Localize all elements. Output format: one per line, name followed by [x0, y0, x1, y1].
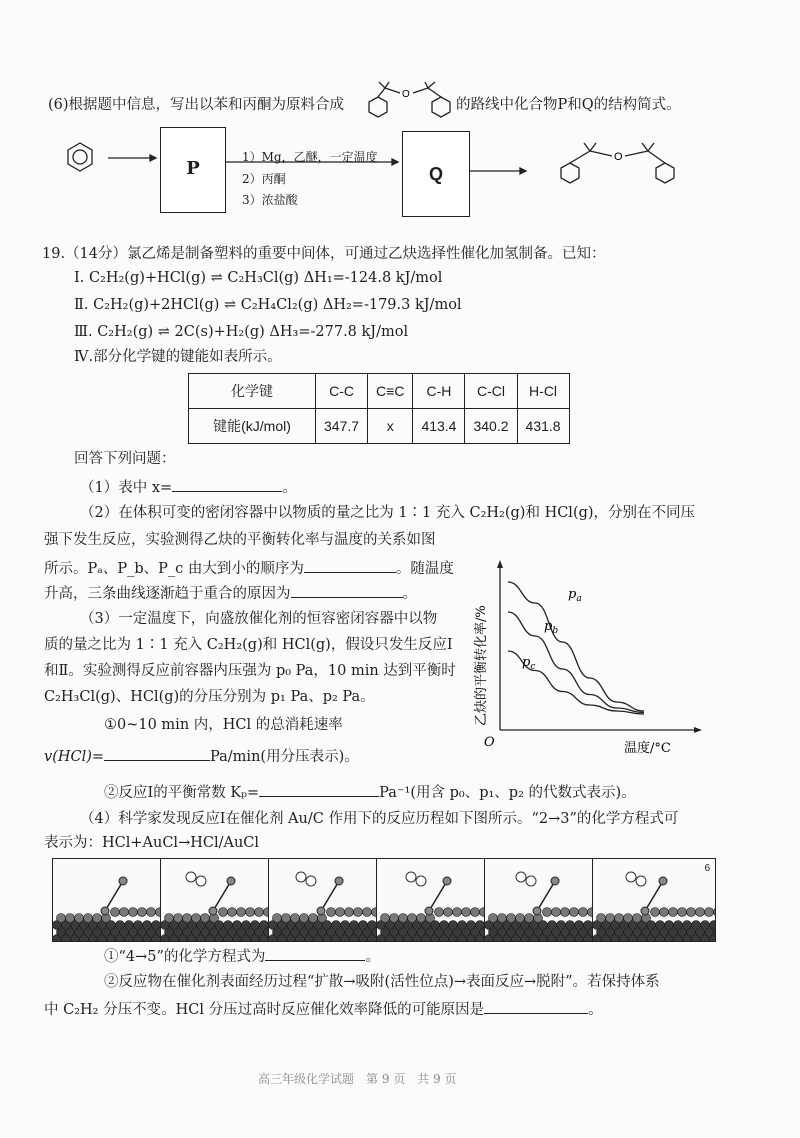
catalyst-atom	[354, 908, 363, 917]
catalyst-atom	[525, 914, 534, 923]
series-label-pc: $p_c$	[522, 655, 536, 672]
catalyst-atom	[345, 908, 354, 917]
molecule-atom	[425, 907, 433, 915]
table-cell: 化学键	[189, 374, 316, 409]
pathway-frame	[592, 858, 716, 942]
part-3-sub-1: ①0~10 min 内，HCl 的总消耗速率	[104, 717, 343, 733]
reaction-3: Ⅲ. C₂H₂(g) ⇌ 2C(s)+H₂(g) ΔH₃=-277.8 kJ/mol	[74, 324, 409, 340]
catalyst-atom	[453, 908, 462, 917]
part-4-sub-1	[104, 946, 380, 966]
svg-text:O: O	[402, 89, 410, 100]
adsorbed-bond	[213, 881, 231, 911]
catalyst-atom	[381, 914, 390, 923]
catalyst-atom	[467, 921, 476, 930]
step-1: 1）Mg，乙醚，一定温度	[242, 150, 378, 164]
y-axis-arrow	[497, 560, 503, 568]
catalyst-atom	[552, 908, 561, 917]
y-axis-label: 乙炔的平衡转化率/%	[474, 605, 489, 726]
gas-molecule-atom	[296, 872, 306, 882]
molecule-atom	[119, 877, 127, 885]
synthesis-route	[50, 128, 710, 218]
catalyst-atom	[93, 914, 102, 923]
catalyst-atom	[224, 921, 233, 930]
catalyst-atom	[597, 914, 606, 923]
part-4-sub-2-line-2a: 中 C₂H₂ 分压不变。HCl 分压过高时反应催化效率降低的可能原因是	[44, 1002, 485, 1018]
answer-blank-order[interactable]	[304, 558, 396, 573]
catalyst-atom	[201, 914, 210, 923]
adsorbed-bond	[105, 881, 123, 911]
catalyst-atom	[242, 921, 251, 930]
conversion-temperature-chart	[468, 560, 704, 760]
kp-unit: Pa⁻¹(用含 p₀、p₁、p₂ 的代数式表示)。	[379, 785, 636, 801]
bond-energy-table	[188, 373, 570, 444]
table-header-row	[189, 374, 570, 409]
catalyst-atom	[440, 921, 449, 930]
catalyst-atom	[116, 921, 125, 930]
svg-text:O: O	[614, 151, 623, 163]
pathway-frame	[376, 858, 500, 942]
catalyst-atom	[138, 908, 147, 917]
molecule-atom	[101, 907, 109, 915]
catalyst-atom	[548, 921, 557, 930]
step-2: 2）丙酮	[242, 172, 286, 186]
origin-label: O	[484, 735, 495, 750]
part-3-line-3: 和Ⅱ。实验测得反应前容器内压强为 p₀ Pa，10 min 达到平衡时	[44, 663, 456, 679]
gas-molecule-atom	[306, 876, 316, 886]
catalyst-atom	[233, 921, 242, 930]
q6-text: (6)根据题中信息，写出以苯和丙酮为原料合成	[48, 97, 345, 113]
catalyst-atom	[246, 908, 255, 917]
catalyst-atom	[633, 914, 642, 923]
gas-molecule-atom	[516, 872, 526, 882]
answer-blank-cause[interactable]	[484, 999, 588, 1014]
catalyst-atom	[665, 921, 674, 930]
part-3-rate	[44, 746, 359, 766]
catalyst-atom	[714, 908, 716, 917]
catalyst-atom	[606, 914, 615, 923]
page-footer: 高三年级化学试题 第 9 页 共 9 页	[258, 1072, 457, 1086]
table-cell: x	[368, 409, 413, 444]
catalyst-atom	[390, 914, 399, 923]
target-product-structure	[355, 80, 461, 126]
pathway-frame	[52, 858, 176, 942]
catalyst-atom	[624, 914, 633, 923]
part-4-line-1: （4）科学家发现反应Ⅰ在催化剂 Au/C 作用下的反应历程如下图所示。“2→3”的化学方程式可	[80, 811, 679, 827]
catalyst-atom	[660, 908, 669, 917]
pathway-frame	[268, 858, 392, 942]
catalyst-atom	[332, 921, 341, 930]
part-4-sub-1b: 。	[365, 949, 380, 965]
table-cell: H-Cl	[517, 374, 569, 409]
gas-molecule-atom	[186, 872, 196, 882]
molecule-atom	[335, 877, 343, 885]
table-cell: 413.4	[413, 409, 465, 444]
catalyst-atom	[678, 908, 687, 917]
compound-p-label: P	[186, 158, 200, 179]
part-1-text: （1）表中 x=	[80, 480, 173, 496]
part-4-sub-2-line-2b: 。	[588, 1002, 603, 1018]
catalyst-atom	[651, 908, 660, 917]
molecule-atom	[533, 907, 541, 915]
series-label-pb: $p_b$	[544, 619, 559, 636]
catalyst-atom	[701, 921, 710, 930]
table-cell: 347.7	[316, 409, 368, 444]
catalyst-atom	[66, 914, 75, 923]
catalyst-atom	[350, 921, 359, 930]
catalyst-atom	[143, 921, 152, 930]
table-cell: C≡C	[368, 374, 413, 409]
molecule-atom	[641, 907, 649, 915]
catalyst-atom	[557, 921, 566, 930]
table-cell: C-C	[316, 374, 368, 409]
catalyst-atom	[341, 921, 350, 930]
answer-blank-equation[interactable]	[265, 946, 365, 961]
molecule-atom	[659, 877, 667, 885]
part-2-line-3	[44, 558, 454, 578]
pathway-frame	[160, 858, 284, 942]
catalyst-atom	[696, 908, 705, 917]
part-3-sub-2	[104, 782, 636, 802]
catalyst-atom	[449, 921, 458, 930]
adsorbed-bond	[321, 881, 339, 911]
catalyst-atom	[417, 914, 426, 923]
catalyst-atom	[692, 921, 701, 930]
table-row	[189, 409, 570, 444]
catalyst-atom	[656, 921, 665, 930]
answer-blank-kp[interactable]	[259, 782, 379, 797]
adsorbed-bond	[645, 881, 663, 911]
table-cell: 键能(kJ/mol)	[189, 409, 316, 444]
rate-label: v(HCl)=	[44, 749, 105, 765]
part-2-line-4	[44, 583, 417, 603]
catalyst-atom	[134, 921, 143, 930]
frame-number: 6	[704, 863, 710, 874]
adsorbed-bond	[429, 881, 447, 911]
catalyst-atom	[174, 914, 183, 923]
catalyst-atom	[147, 908, 156, 917]
catalyst-atom	[575, 921, 584, 930]
compound-q-label: Q	[428, 164, 443, 184]
catalyst-atom	[408, 914, 417, 923]
catalyst-atom	[129, 908, 138, 917]
compound-p-box	[160, 127, 226, 213]
catalyst-atom	[516, 914, 525, 923]
catalyst-atom	[615, 914, 624, 923]
gas-molecule-atom	[406, 872, 416, 882]
catalyst-atom	[183, 914, 192, 923]
catalyst-atom	[674, 921, 683, 930]
catalyst-atom	[300, 914, 309, 923]
catalyst-atom	[237, 908, 246, 917]
catalyst-atom	[498, 914, 507, 923]
molecule-atom	[227, 877, 235, 885]
catalyst-atom	[255, 908, 264, 917]
table-cell: 431.8	[517, 409, 569, 444]
catalyst-atom	[75, 914, 84, 923]
adsorbed-bond	[537, 881, 555, 911]
compound-q-box	[402, 131, 470, 217]
catalyst-atom	[471, 908, 480, 917]
catalyst-atom	[273, 914, 282, 923]
reaction-1: Ⅰ. C₂H₂(g)+HCl(g) ⇌ C₂H₃Cl(g) ΔH₁=-124.8 kJ/mol	[74, 270, 443, 286]
table-cell: C-H	[413, 374, 465, 409]
catalyst-atom	[570, 908, 579, 917]
part-4-sub-2-line-2	[44, 999, 603, 1019]
kp-label: ②反应Ⅰ的平衡常数 Kₚ=	[104, 785, 260, 801]
rate-unit: Pa/min(用分压表示)。	[210, 749, 359, 765]
part-4-line-2: 表示为：HCl+AuCl→HCl/AuCl	[44, 835, 260, 851]
catalyst-atom	[84, 914, 93, 923]
catalyst-atom	[219, 908, 228, 917]
part-2-line-3b: 。随温度	[395, 561, 454, 577]
catalyst-atom	[566, 921, 575, 930]
part-3-line-2: 质的量之比为 1∶1 充入 C₂H₂(g)和 HCl(g)，假设只发生反应Ⅰ	[44, 637, 453, 653]
molecule-atom	[443, 877, 451, 885]
catalyst-atom	[251, 921, 260, 930]
catalyst-atom	[192, 914, 201, 923]
gas-molecule-atom	[416, 876, 426, 886]
catalyst-atom	[363, 908, 372, 917]
catalyst-atom	[291, 914, 300, 923]
catalyst-atom	[435, 908, 444, 917]
pathway-frame	[484, 858, 608, 942]
molecule-atom	[209, 907, 217, 915]
part-2-line-4a: 升高，三条曲线逐渐趋于重合的原因为	[44, 586, 291, 602]
part-1-end: 。	[282, 480, 297, 496]
x-axis-label: 温度/°C	[624, 741, 671, 756]
catalyst-atom	[705, 908, 714, 917]
part-2-line-1: （2）在体积可变的密闭容器中以物质的量之比为 1∶1 充入 C₂H₂(g)和 HCl(g)，分别在不同压	[80, 505, 696, 521]
part-4-sub-1a: ①“4→5”的化学方程式为	[104, 949, 266, 965]
catalyst-atom	[120, 908, 129, 917]
answer-prompt: 回答下列问题：	[74, 451, 176, 467]
step-3: 3）浓盐酸	[242, 193, 298, 207]
part-2-line-4b: 。	[402, 586, 417, 602]
catalyst-atom	[282, 914, 291, 923]
reaction-2: Ⅱ. C₂H₂(g)+2HCl(g) ⇌ C₂H₄Cl₂(g) ΔH₂=-179.3 kJ/mol	[74, 297, 462, 313]
part-2-line-2: 强下发生反应，实验测得乙炔的平衡转化率与温度的关系如图	[44, 532, 436, 548]
catalyst-atom	[336, 908, 345, 917]
series-label-pa: $p_a$	[568, 587, 582, 604]
answer-blank-reason[interactable]	[291, 583, 403, 598]
catalyst-atom	[462, 908, 471, 917]
catalyst-atom	[561, 908, 570, 917]
catalyst-atom	[458, 921, 467, 930]
catalyst-atom	[57, 914, 66, 923]
catalyst-atom	[669, 908, 678, 917]
reaction-4: Ⅳ.部分化学键的键能如表所示。	[74, 349, 282, 365]
catalyst-atom	[359, 921, 368, 930]
gas-molecule-atom	[636, 876, 646, 886]
catalyst-atom	[125, 921, 134, 930]
answer-blank-x[interactable]	[172, 477, 282, 492]
part-4-sub-2-line-1: ②反应物在催化剂表面经历过程“扩散→吸附(活性位点)→表面反应→脱附”。若保持体系	[104, 974, 660, 990]
catalyst-atom	[309, 914, 318, 923]
catalyst-atom	[543, 908, 552, 917]
catalyst-atom	[687, 908, 696, 917]
table-cell: 340.2	[465, 409, 517, 444]
part-3-line-1: （3）一定温度下，向盛放催化剂的恒容密闭容器中以物	[80, 611, 438, 627]
catalyst-atom	[489, 914, 498, 923]
catalyst-atom	[399, 914, 408, 923]
gas-molecule-atom	[196, 876, 206, 886]
catalyst-atom	[228, 908, 237, 917]
molecule-atom	[317, 907, 325, 915]
catalyst-atom	[507, 914, 516, 923]
q19-header: 19.（14分）氯乙烯是制备塑料的重要中间体，可通过乙炔选择性催化加氢制备。已知：	[42, 246, 606, 262]
catalyst-atom	[111, 908, 120, 917]
part-1	[80, 477, 297, 497]
part-2-line-3a: 所示。Pₐ、P_b、P_c 由大到小的顺序为	[44, 561, 304, 577]
answer-blank-rate[interactable]	[104, 746, 210, 761]
catalyst-atom	[683, 921, 692, 930]
catalyst-atom	[444, 908, 453, 917]
catalyst-atom	[579, 908, 588, 917]
q6-text-2: 的路线中化合物P和Q的结构简式。	[456, 97, 681, 113]
benzene-ring	[68, 143, 92, 171]
x-axis-arrow	[694, 727, 702, 733]
part-3-line-4: C₂H₃Cl(g)、HCl(g)的分压分别为 p₁ Pa、p₂ Pa。	[44, 689, 375, 705]
catalyst-atom	[165, 914, 174, 923]
gas-molecule-atom	[526, 876, 536, 886]
catalyst-atom	[327, 908, 336, 917]
gas-molecule-atom	[626, 872, 636, 882]
molecule-atom	[551, 877, 559, 885]
table-cell: C-Cl	[465, 374, 517, 409]
